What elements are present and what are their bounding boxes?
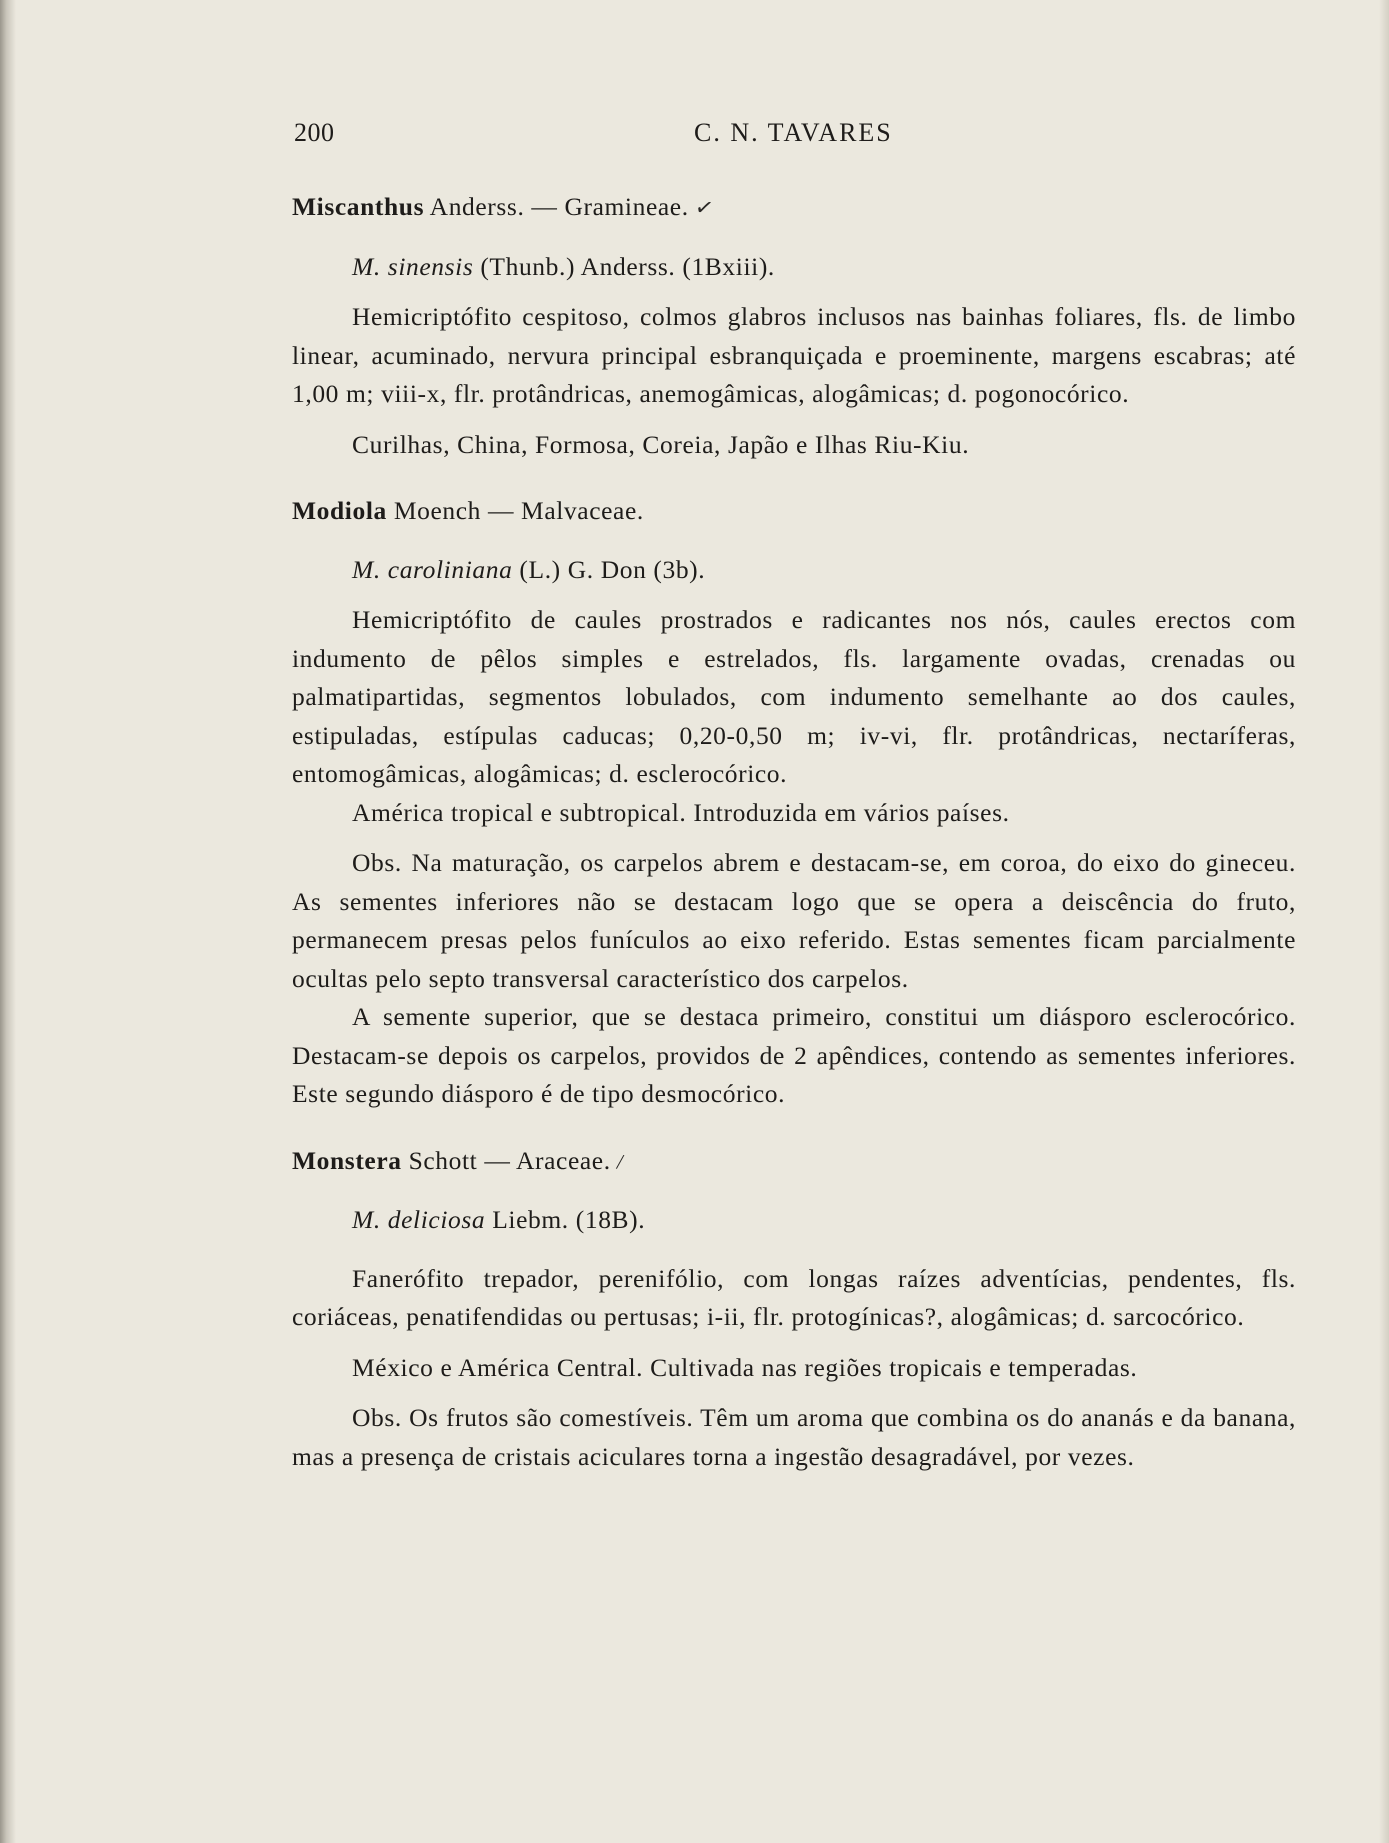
description-paragraph: Fanerófito trepador, perenifólio, com longas raízes adventícias, pendentes, fls. coriáceas, penatifendidas ou pertusas; i-ii, flr. protogínicas?, alogâmicas; d. sarcocórico. bbox=[292, 1263, 1296, 1331]
species-heading bbox=[292, 1201, 1296, 1240]
genus-name: Modiola bbox=[292, 496, 387, 525]
genus-heading bbox=[292, 188, 1296, 228]
page-header bbox=[294, 118, 1294, 158]
checkmark-icon: ✓ bbox=[692, 193, 716, 222]
page-body bbox=[292, 188, 1296, 1476]
genus-name: Miscanthus bbox=[292, 192, 425, 221]
entry-monstera bbox=[292, 1142, 1296, 1477]
species-name: M. sinensis bbox=[352, 251, 474, 281]
distribution-paragraph: América tropical e subtropical. Introduzida em vários países. bbox=[352, 797, 1010, 827]
book-spine-shadow bbox=[0, 0, 16, 1843]
genus-name: Monstera bbox=[292, 1145, 402, 1175]
description-paragraph: Hemicriptófito de caules prostrados e radicantes nos nós, caules erectos com indumento de pêlos simples e estrelados, fls. largamente ovadas, crenadas ou palmatipartidas, segmentos lobulados, com indumento semelhante ao dos caules, estipuladas, estípulas caducas; 0,20-0,50 m; iv-vi, flr. protândricas, nectaríferas, entomogâmicas, alogâmicas; d. esclerocórico. bbox=[292, 605, 1296, 788]
observation-paragraph: Obs. Na maturação, os carpelos abrem e destacam-se, em coroa, do eixo do gineceu. As sementes inferiores não se destacam logo que se opera a deiscência do fruto, permanecem presas pelos funículos ao eixo referido. Estas sementes ficam parcialmente ocultas pelo septo transversal característico dos carpelos. bbox=[292, 848, 1296, 993]
description-paragraph: Hemicriptófito cespitoso, colmos glabros inclusos nas bainhas foliares, fls. de limbo linear, acuminado, nervura principal esbranquiçada e proeminente, margens escabras; até 1,00 m; viii-x, flr. protândricas, anemogâmicas, alogâmicas; d. pogonocórico. bbox=[292, 302, 1296, 408]
page-number: 200 bbox=[294, 118, 335, 147]
observation-paragraph: A semente superior, que se destaca primeiro, constitui um diásporo esclerocórico. Destacam-se depois os carpelos, providos de 2 apêndices, contendo as sementes inferiores. Este segundo diásporo é de tipo desmocórico. bbox=[292, 1002, 1296, 1108]
genus-family: Moench — Malvaceae. bbox=[386, 496, 644, 525]
genus-heading bbox=[292, 1142, 1296, 1182]
genus-heading bbox=[292, 492, 1296, 531]
distribution-paragraph: Curilhas, China, Formosa, Coreia, Japão e Ilhas Riu-Kiu. bbox=[352, 429, 970, 459]
species-name: M. deliciosa bbox=[352, 1205, 486, 1234]
checkmark-icon: / bbox=[614, 1148, 626, 1174]
distribution-paragraph: México e América Central. Cultivada nas regiões tropicais e temperadas. bbox=[352, 1352, 1138, 1382]
species-heading bbox=[292, 248, 1296, 287]
entry-modiola bbox=[292, 492, 1296, 1114]
entry-miscanthus bbox=[292, 188, 1296, 464]
running-head: C. N. TAVARES bbox=[694, 118, 893, 147]
species-heading bbox=[292, 551, 1296, 590]
observation-paragraph: Obs. Os frutos são comestíveis. Têm um aroma que combina os do ananás e da banana, mas a presença de cristais aciculares torna a ingestão desagradável, por vezes. bbox=[292, 1403, 1296, 1471]
species-authority: Liebm. (18B). bbox=[485, 1205, 646, 1234]
page-edge-shadow bbox=[1379, 0, 1389, 1843]
genus-family: Schott — Araceae. bbox=[401, 1145, 611, 1175]
species-authority: (Thunb.) Anderss. (1Bxiii). bbox=[473, 251, 775, 281]
genus-family: Anderss. — Gramineae. bbox=[424, 192, 689, 221]
species-name: M. caroliniana bbox=[352, 554, 513, 584]
species-authority: (L.) G. Don (3b). bbox=[512, 554, 706, 584]
